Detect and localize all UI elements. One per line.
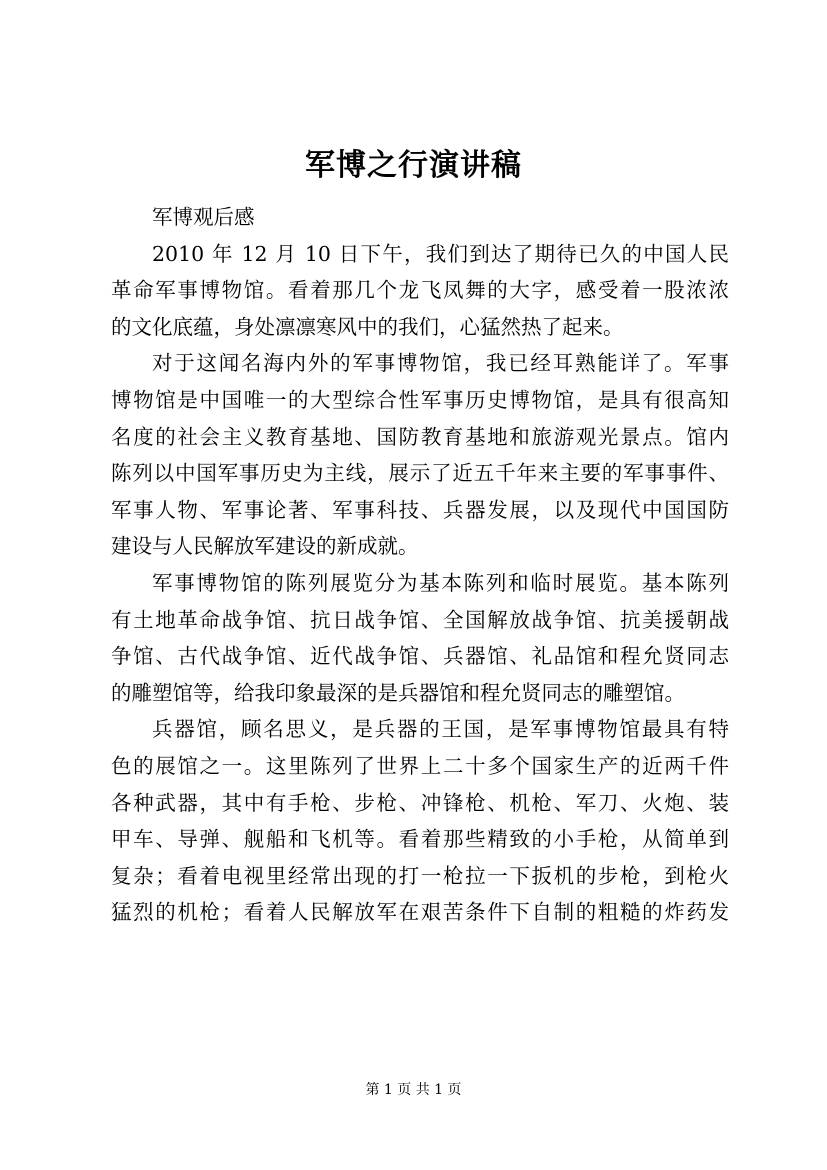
document-body — [111, 199, 729, 931]
paragraph-line: 博物馆是中国唯一的大型综合性军事历史博物馆，是具有很高知 — [111, 387, 729, 412]
paragraph-line: 兵器馆，顾名思义，是兵器的王国，是军事博物馆最具有特 — [152, 717, 729, 742]
paragraph — [111, 236, 729, 346]
paragraph — [111, 565, 729, 711]
paragraph-line: 革命军事博物馆。看着那几个龙飞凤舞的大字，感受着一股浓浓 — [111, 278, 729, 303]
paragraph-line: 军博观后感 — [152, 205, 255, 229]
paragraph-line: 各种武器，其中有手枪、步枪、冲锋枪、机枪、军刀、火炮、装 — [111, 790, 729, 815]
paragraph-line: 2010 年 12 月 10 日下午，我们到达了期待已久的中国人民 — [152, 241, 729, 266]
paragraph-line: 对于这闻名海内外的军事博物馆，我已经耳熟能详了。军事 — [152, 351, 729, 376]
paragraph-line: 军事博物馆的陈列展览分为基本陈列和临时展览。基本陈列 — [152, 570, 729, 595]
paragraph-line: 色的展馆之一。这里陈列了世界上二十多个国家生产的近两千件 — [111, 753, 729, 778]
page-footer: 第 1 页 共 1 页 — [365, 1082, 462, 1098]
paragraph-line: 有土地革命战争馆、抗日战争馆、全国解放战争馆、抗美援朝战 — [111, 607, 729, 632]
paragraph-line: 的文化底蕴，身处凛凛寒风中的我们，心猛然热了起来。 — [111, 314, 624, 339]
paragraph-line: 争馆、古代战争馆、近代战争馆、兵器馆、礼品馆和程允贤同志 — [111, 644, 729, 669]
document-title: 军博之行演讲稿 — [305, 148, 522, 183]
paragraph — [111, 711, 729, 931]
paragraph-line: 名度的社会主义教育基地、国防教育基地和旅游观光景点。馆内 — [111, 424, 729, 449]
paragraph-line: 复杂；看着电视里经常出现的打一枪拉一下扳机的步枪，到枪火 — [111, 863, 729, 888]
paragraph-line: 甲车、导弹、舰船和飞机等。看着那些精致的小手枪，从简单到 — [111, 827, 729, 852]
paragraph — [111, 345, 729, 565]
paragraph-line: 的雕塑馆等，给我印象最深的是兵器馆和程允贤同志的雕塑馆。 — [111, 680, 685, 705]
paragraph-line: 军事人物、军事论著、军事科技、兵器发展，以及现代中国国防 — [111, 497, 729, 522]
paragraph-line: 陈列以中国军事历史为主线，展示了近五千年来主要的军事事件、 — [111, 461, 729, 486]
paragraph-line: 建设与人民解放军建设的新成就。 — [111, 534, 419, 559]
paragraph-subtitle — [111, 199, 729, 236]
paragraph-line: 猛烈的机枪；看着人民解放军在艰苦条件下自制的粗糙的炸药发 — [111, 900, 729, 925]
